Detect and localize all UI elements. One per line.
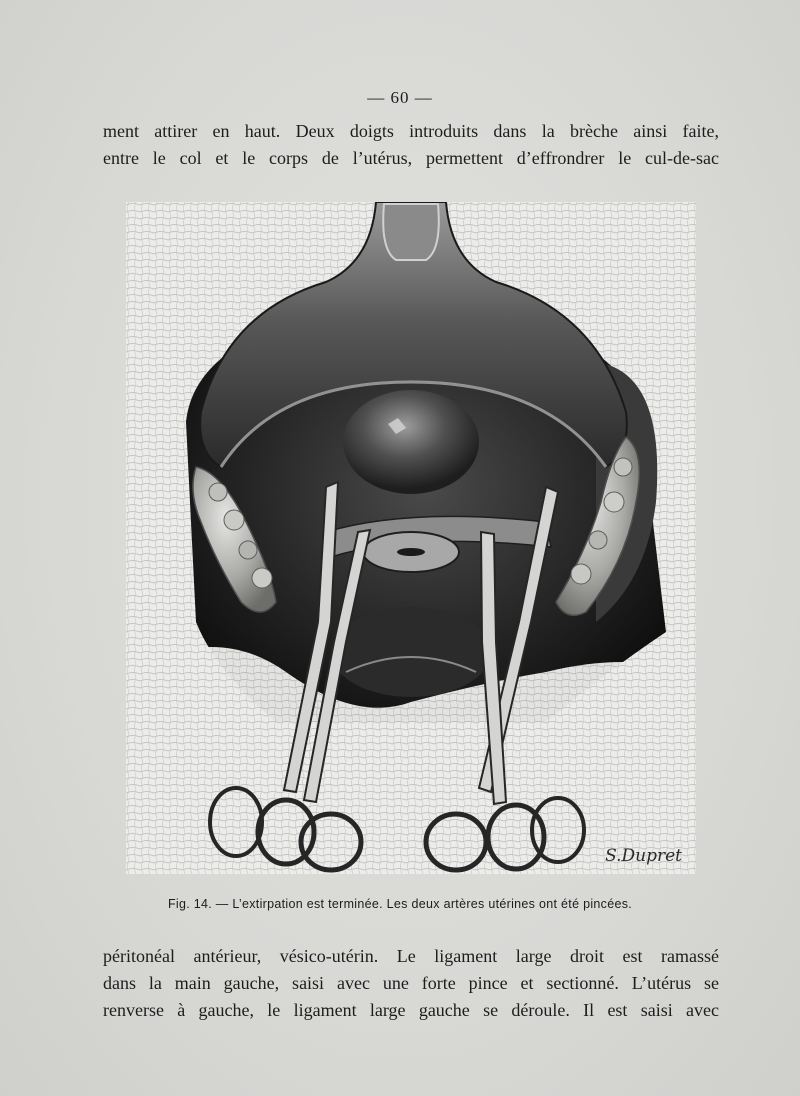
body-text-top — [103, 118, 719, 172]
figure-caption: Fig. 14. — L’extirpation est terminée. Les deux artères utérines ont été pincées. — [167, 897, 633, 911]
artist-signature: S.Dupret — [605, 846, 682, 866]
text-line: renverse à gauche, le ligament large gauche se déroule. Il est saisi avec — [103, 1000, 719, 1020]
illustration-drawing — [126, 202, 696, 874]
surgical-illustration — [126, 202, 696, 874]
text-line: entre le col et le corps de l’utérus, permettent d’effrondrer le cul-de-sac — [103, 148, 719, 168]
text-line: dans la main gauche, saisi avec une forte pince et sectionné. L’utérus se — [103, 973, 719, 993]
text-line: ment attirer en haut. Deux doigts introduits dans la brèche ainsi faite, — [103, 121, 719, 141]
page-number: — 60 — — [367, 88, 433, 107]
body-text-bottom — [103, 943, 719, 1024]
text-line: péritonéal antérieur, vésico-utérin. Le ligament large droit est ramassé — [103, 946, 719, 966]
